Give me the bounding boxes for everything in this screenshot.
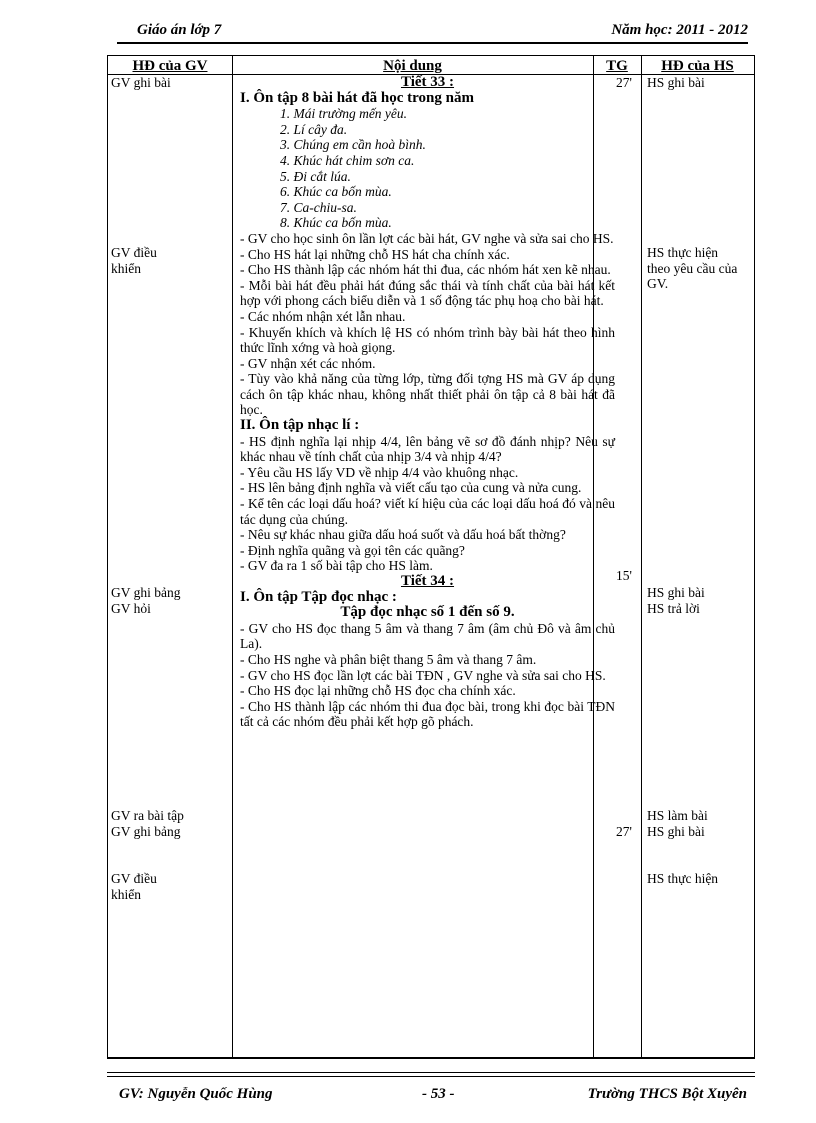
header-right: Năm học: 2011 - 2012 — [611, 22, 748, 38]
hs-cell: HS thực hiện — [647, 871, 719, 886]
hs-cell: HS làm bài HS ghi bài — [647, 808, 708, 839]
gv-cell: GV ra bài tập GV ghi bảng — [111, 808, 184, 839]
footer-rule — [107, 1076, 755, 1077]
table-bottom-rule — [107, 1058, 755, 1059]
section-heading: I. Ôn tập Tập đọc nhạc : — [240, 588, 397, 605]
lesson-table — [107, 55, 755, 1058]
section-subheading: Tập đọc nhạc số 1 đến số 9. — [340, 604, 515, 621]
gv-cell: GV ghi bài — [111, 75, 171, 90]
song-item: 4. Khúc hát chim sơn ca. — [280, 152, 415, 168]
activity-text: - HS định nghĩa lại nhịp 4/4, lên bảng vẽ sơ đồ đánh nhịp? Nêu sự khác nhau về tính chất của nhịp 3/4 và nhịp 4/4? - Yêu cầu HS lấy VD về nhịp 4/4 vào khuông nhạc. - HS lên bảng định nghĩa và viết cấu tạo của cung và nửa cung. - Kể tên các loại dấu hoá? viết kí hiệu của các loại dấu hoá đó và nêu tác dụng của chúng. - Nêu sự khác nhau giữa dấu hoá suốt và dấu hoá bất thờng? - Định nghĩa quãng và gọi tên các quãng? - GV đa ra 1 số bài tập cho HS làm. — [240, 433, 615, 574]
footer-teacher-name: Nguyễn Quốc Hùng — [147, 1086, 273, 1102]
gv-cell: GV ghi bảng GV hỏi — [111, 585, 181, 616]
hs-cell: HS thực hiện theo yêu cầu của GV. — [647, 245, 738, 292]
gv-cell: GV điều khiển — [111, 871, 157, 902]
song-item: 3. Chúng em cần hoà bình. — [280, 137, 426, 153]
page-number: - 53 - — [422, 1086, 455, 1102]
song-list — [240, 106, 615, 231]
header-left: Giáo án lớp 7 — [137, 22, 222, 38]
section-heading: II. Ôn tập nhạc lí : — [240, 417, 360, 434]
song-item: 5. Đi cắt lúa. — [280, 168, 351, 184]
footer-teacher — [119, 1086, 273, 1103]
lesson-title: Tiết 34 : — [400, 573, 455, 589]
col-divider — [232, 56, 233, 1057]
footer-gv-label: GV: — [119, 1086, 144, 1102]
tg-cell: 27' — [616, 75, 632, 90]
tg-cell: 15' — [616, 568, 632, 583]
footer-school: Trường THCS Bột Xuyên — [587, 1086, 747, 1102]
footer-rule — [107, 1072, 755, 1073]
hs-cell: HS ghi bài HS trả lời — [647, 585, 705, 616]
song-item: 1. Mái trường mến yêu. — [280, 106, 408, 122]
song-item: 2. Lí cây đa. — [280, 121, 348, 137]
gv-cell: GV điều khiển — [111, 245, 157, 276]
col-header-gv: HĐ của GV — [132, 58, 208, 74]
song-item: 6. Khúc ca bốn mùa. — [280, 184, 392, 200]
song-item: 7. Ca-chiu-sa. — [280, 199, 357, 215]
content-block-1 — [240, 75, 615, 730]
page-footer — [107, 1072, 755, 1112]
col-header-content: Nội dung — [383, 58, 442, 74]
page-header — [117, 22, 748, 44]
lesson-title: Tiết 33 : — [400, 74, 455, 90]
song-item: 8. Khúc ca bốn mùa. — [280, 215, 392, 231]
col-header-hs: HĐ của HS — [661, 58, 734, 74]
activity-text: - GV cho HS đọc thang 5 âm và thang 7 âm (âm chủ Đô và âm chủ La). - Cho HS nghe và phân biệt thang 5 âm và thang 7 âm. - GV cho HS đọc lần lợt các bài TĐN , GV nghe và sửa sai cho HS. - Cho HS đọc lại những chỗ HS đọc cha chính xác. - Cho HS thành lập các nhóm thi đua đọc bài, trong khi đọc bài TĐN tất cả các nhóm đều phải kết hợp gõ phách. — [240, 620, 615, 730]
tg-cell: 27' — [616, 824, 632, 839]
activity-text: - GV cho học sinh ôn lần lợt các bài hát, GV nghe và sửa sai cho HS. - Cho HS hát lại những chỗ HS hát cha chính xác. - Cho HS thành lập các nhóm hát thi đua, các nhóm hát xen kẽ nhau. - Mỗi bài hát đều phải hát đúng sắc thái và tính chất của bài hát kết hợp với phong cách biểu diễn và 1 số động tác phụ hoạ cho bài hát. - Các nhóm nhận xét lẫn nhau. - Khuyến khích và khích lệ HS có nhóm trình bày bài hát theo hình thức lĩnh xớng và hoà giọng. - GV nhận xét các nhóm. - Tùy vào khả năng của từng lớp, từng đối tợng HS mà GV áp dụng cách ôn tập khác nhau, không nhất thiết phải ôn tập cả 8 bài hát đã học. — [240, 230, 615, 418]
header-rule — [117, 42, 748, 44]
hs-cell: HS ghi bài — [647, 75, 705, 90]
col-header-tg: TG — [606, 58, 628, 74]
col-divider — [641, 56, 642, 1057]
section-heading: I. Ôn tập 8 bài hát đã học trong năm — [240, 89, 474, 106]
